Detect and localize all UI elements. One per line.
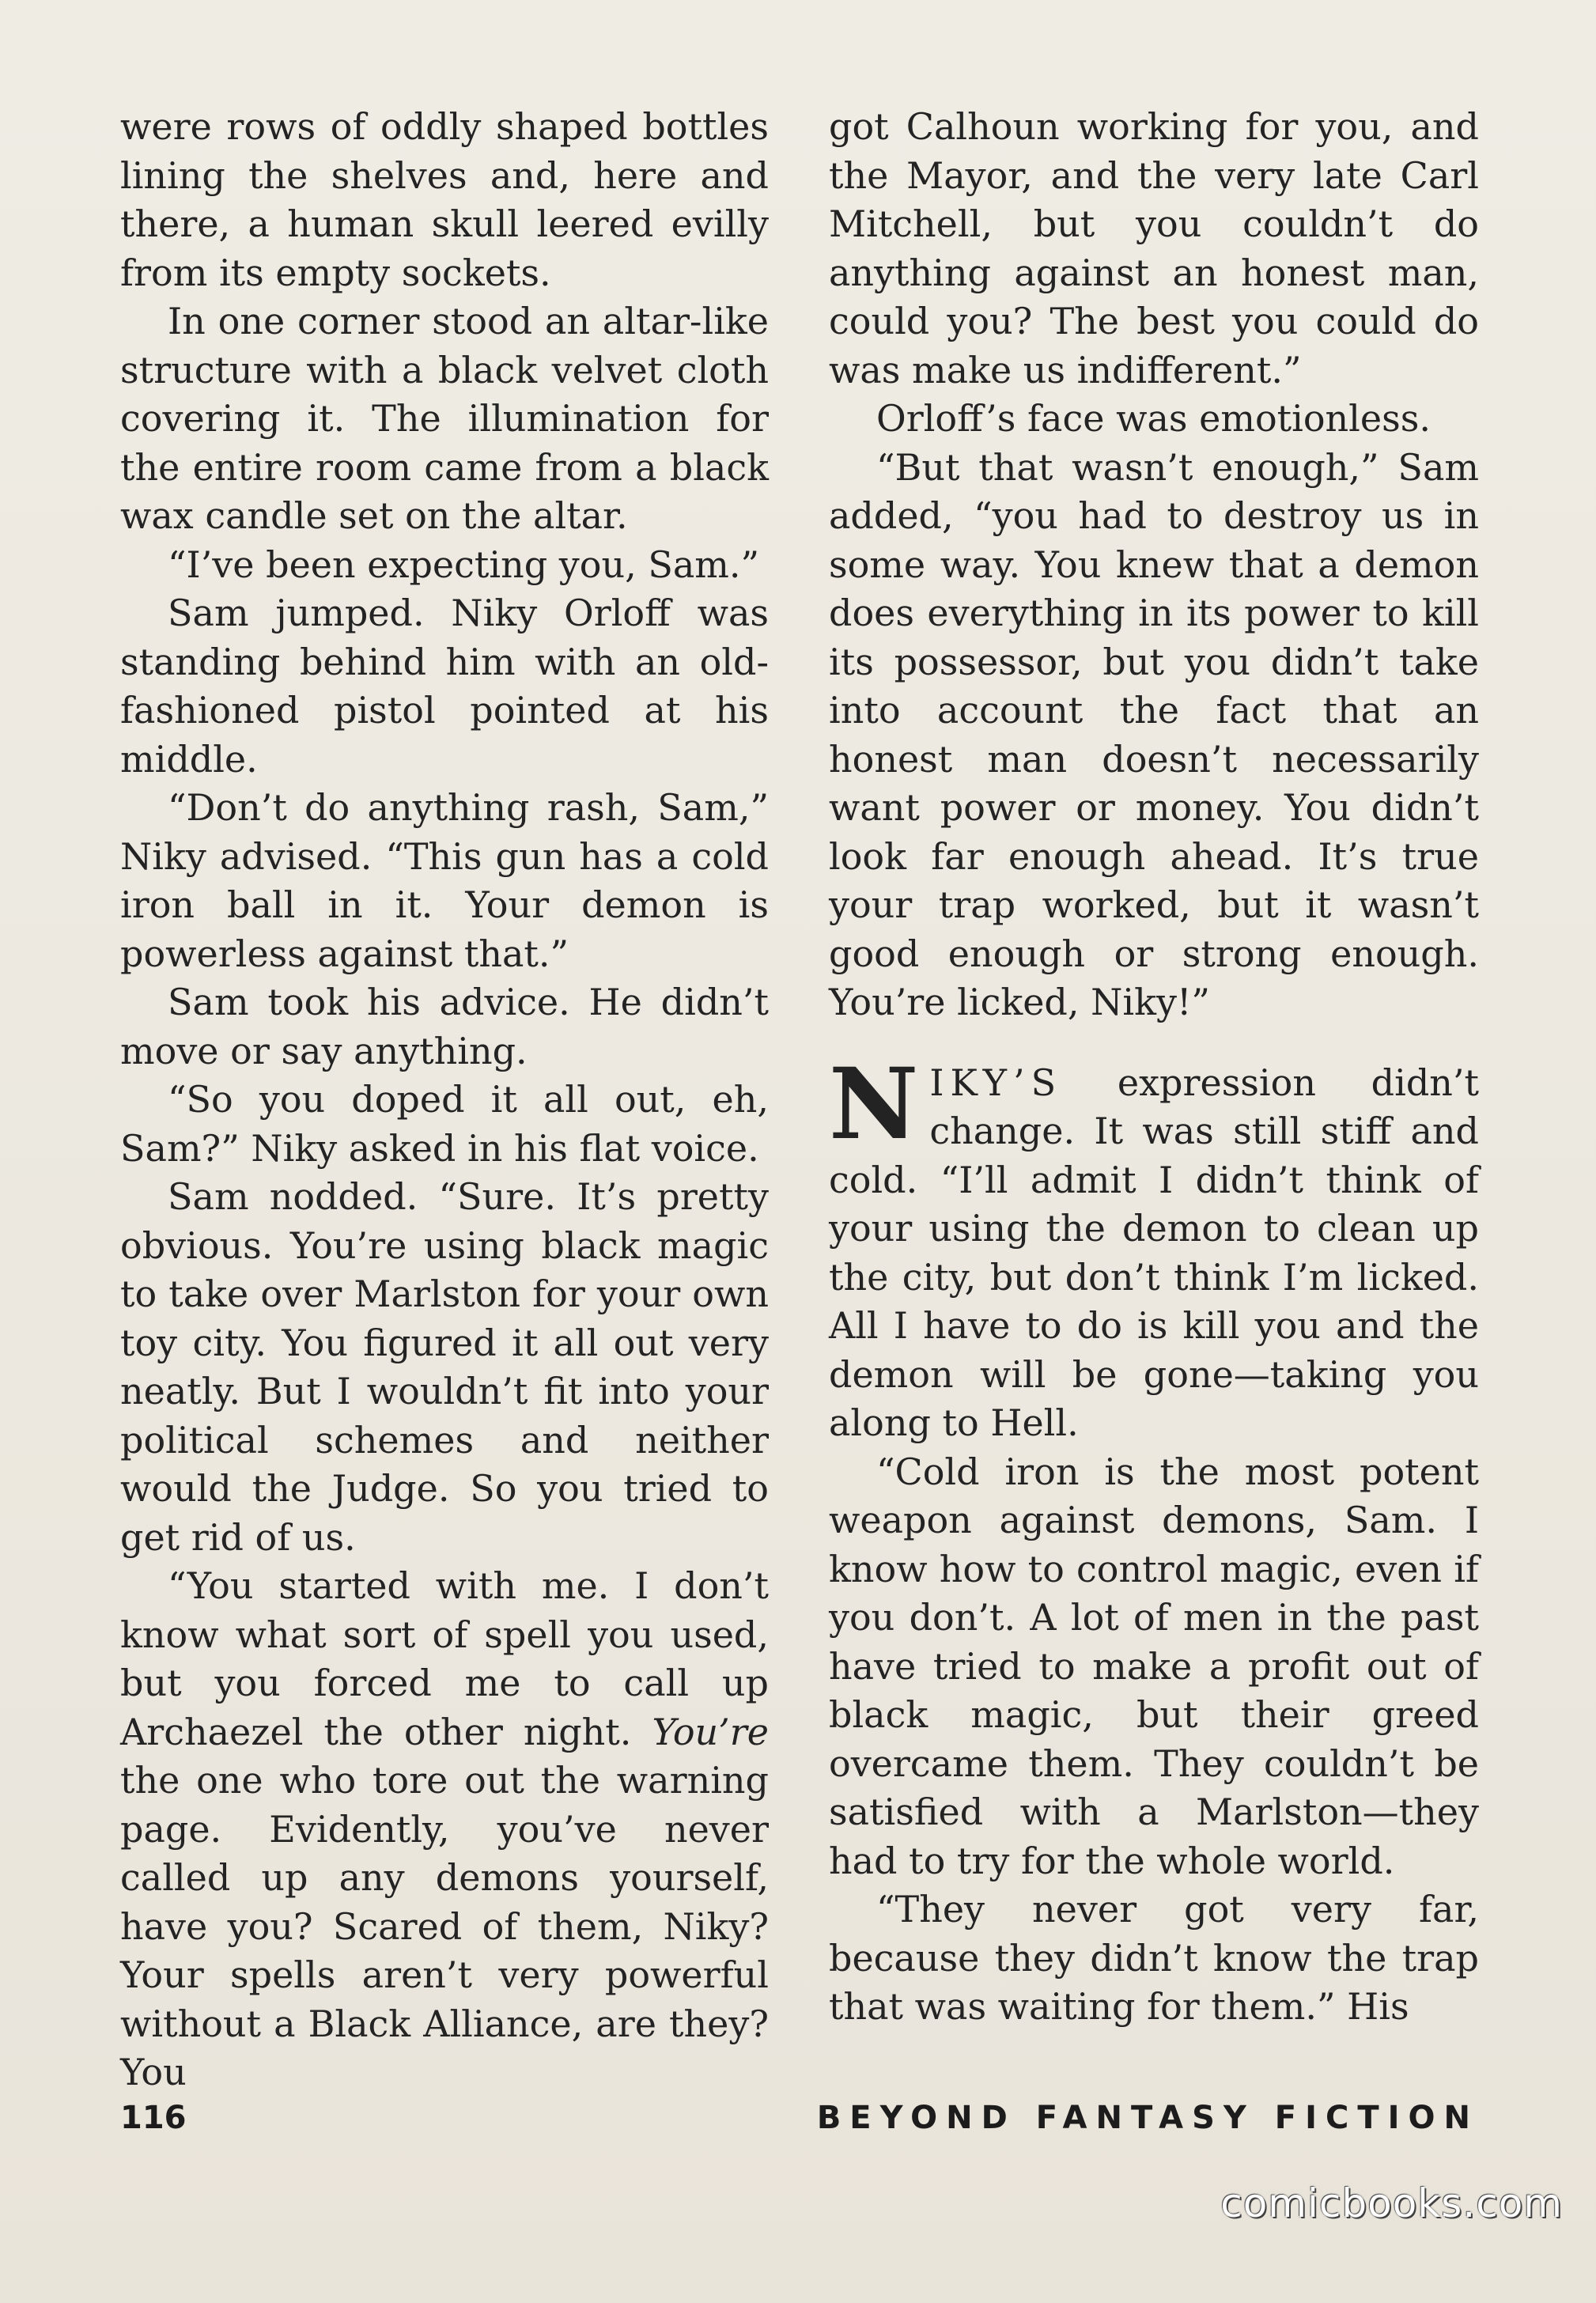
drop-cap: N xyxy=(829,1046,919,1162)
paragraph: were rows of oddly shaped bottles lining the shelves and, here and there, a human skull leered evilly from its empty sockets. xyxy=(120,105,769,294)
paragraph-text: expression didn’t change. It was still stiff and cold. “I’ll admit I didn’t think of your using the demon to clean up the city, but don’t think I’m licked. All I have to do is kill you and the demon will be gone—taking you along to Hell. xyxy=(829,1061,1479,1444)
paragraph-text: the one who tore out the warning page. Evidently, you’ve never called up any demons yourself, have you? Scared of them, Niky? Your spells aren’t very powerful without a Black Alliance, are they? You xyxy=(120,1759,769,2093)
paragraph: “They never got very far, because they didn’t know the trap that was waiting for them.” His xyxy=(829,1888,1479,2028)
running-title: BEYOND FANTASY FICTION xyxy=(816,2100,1479,2136)
paragraph: got Calhoun working for you, and the Mayor, and the very late Carl Mitchell, but you couldn’t do anything against an honest man, could you? The best you could do was make us indifferent.” xyxy=(829,105,1479,391)
paragraph: “I’ve been expecting you, Sam.” xyxy=(168,543,760,586)
paragraph: “Don’t do anything rash, Sam,” Niky advised. “This gun has a cold iron ball in it. Your demon is powerless against that.” xyxy=(120,786,769,975)
paragraph: In one corner stood an altar-like structure with a black velvet cloth covering it. The illumination for the entire room came from a black wax candle set on the altar. xyxy=(120,300,769,537)
paragraph: Orloff’s face was emotionless. xyxy=(876,397,1431,440)
paragraph: “Cold iron is the most potent weapon against demons, Sam. I know how to control magic, even if you don’t. A lot of men in the past have tried to make a profit out of black magic, but their greed overcame them. They couldn’t be satisfied with a Marlston—they had to try for the whole world. xyxy=(829,1450,1479,1882)
paragraph-text: “You started with me. I don’t know what sort of spell you used, but you forced me to call up Archaezel the other night. xyxy=(120,1564,769,1753)
right-column xyxy=(829,103,1479,2032)
watermark-logo: comicbooks.com xyxy=(1220,2180,1563,2226)
paragraph: “But that wasn’t enough,” Sam added, “you had to destroy us in some way. You knew that a demon does everything in its power to kill its possessor, but you didn’t take into account the fact that an honest man doesn’t necessarily want power or money. You didn’t look far enough ahead. It’s true your trap worked, but it wasn’t good enough or strong enough. You’re licked, Niky!” xyxy=(829,445,1479,1023)
emphasis-text: You’re xyxy=(652,1710,769,1753)
small-caps-lead: IKY’S xyxy=(929,1061,1063,1104)
paragraph: Sam jumped. Niky Orloff was standing behind him with an old-fashioned pistol pointed at his middle. xyxy=(120,592,769,781)
page-number: 116 xyxy=(120,2100,187,2136)
left-column xyxy=(120,103,769,2097)
paragraph xyxy=(120,1562,769,2097)
page-footer xyxy=(120,2100,1479,2147)
paragraph: Sam nodded. “Sure. It’s pretty obvious. You’re using black magic to take over Marlston for your own toy city. You figured it all out very neatly. But I wouldn’t fit into your political schemes and neither would the Judge. So you tried to get rid of us. xyxy=(120,1175,769,1559)
section-opening-paragraph xyxy=(829,1046,1479,1448)
paragraph: Sam took his advice. He didn’t move or say anything. xyxy=(120,981,769,1072)
paragraph: “So you doped it all out, eh, Sam?” Niky asked in his flat voice. xyxy=(120,1078,769,1170)
